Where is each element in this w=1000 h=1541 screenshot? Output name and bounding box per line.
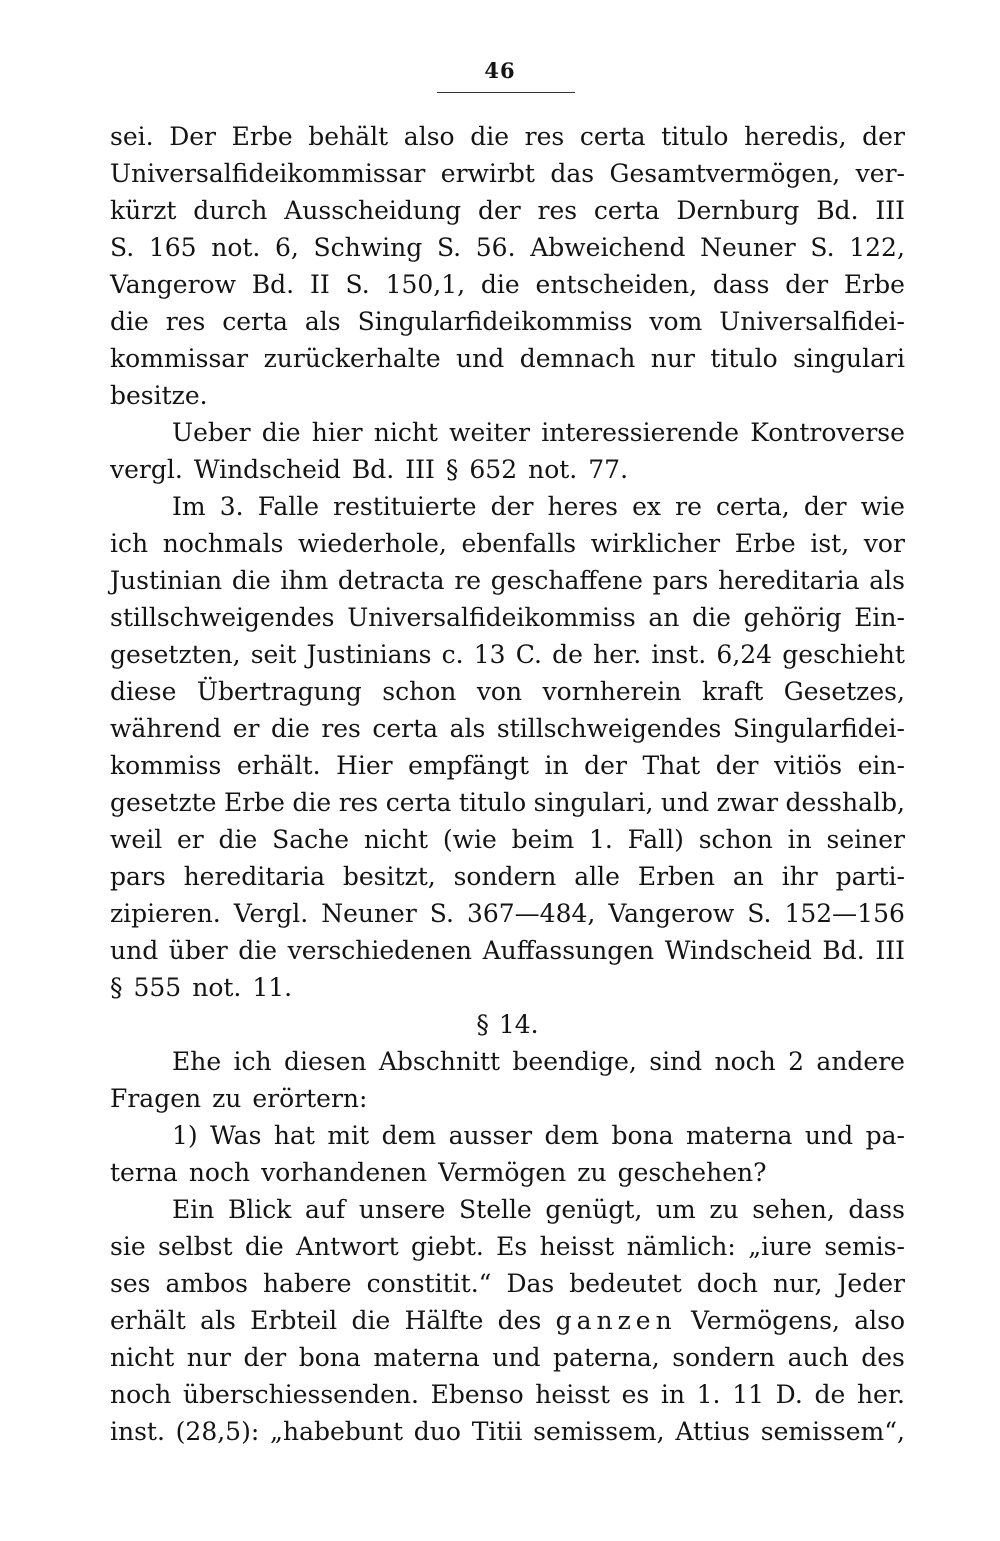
text-line: kommiss erhält. Hier empfängt in der That der vitiös ein- xyxy=(110,751,905,780)
text-line: diese Übertragung schon von vornherein kraft Gesetzes, xyxy=(110,677,905,706)
text-line: terna noch vorhandenen Vermögen zu geschehen? xyxy=(110,1158,767,1187)
text-line: Ehe ich diesen Abschnitt beendige, sind noch 2 andere xyxy=(172,1047,905,1076)
text-line: sie selbst die Antwort giebt. Es heisst nämlich: „iure semis- xyxy=(110,1232,905,1261)
text-line: nicht nur der bona materna und paterna, sondern auch des xyxy=(110,1343,905,1372)
text-line: inst. (28,5): „habebunt duo Titii semissem, Attius semissem“, xyxy=(110,1417,905,1446)
text-line: Universalfideikommissar erwirbt das Gesamtvermögen, ver- xyxy=(110,159,905,188)
header-rule xyxy=(437,92,575,93)
text-line: sei. Der Erbe behält also die res certa titulo heredis, der xyxy=(110,122,905,151)
text-line: kürzt durch Ausscheidung der res certa Dernburg Bd. III xyxy=(110,196,905,225)
text-line: § 14. xyxy=(476,1010,539,1039)
text-line: stillschweigendes Universalfideikommiss an die gehörig Ein- xyxy=(110,603,905,632)
text-line: ses ambos habere constitit.“ Das bedeutet doch nur, Jeder xyxy=(110,1269,905,1298)
text-line: § 555 not. 11. xyxy=(110,973,293,1002)
text-line: kommissar zurückerhalte und demnach nur titulo singulari xyxy=(110,344,905,373)
text-line: weil er die Sache nicht (wie beim 1. Fall) schon in seiner xyxy=(110,825,905,854)
text-line: während er die res certa als stillschweigendes Singularfidei- xyxy=(110,714,905,743)
text-line: erhält als Erbteil die Hälfte des ganzen Vermögens, also xyxy=(110,1306,905,1335)
text-line: zipieren. Vergl. Neuner S. 367—484, Vangerow S. 152—156 xyxy=(110,899,905,928)
text-line: Ueber die hier nicht weiter interessierende Kontroverse xyxy=(172,418,905,447)
text-line: Vangerow Bd. II S. 150,1, die entscheiden, dass der Erbe xyxy=(110,270,905,299)
text-line: Justinian die ihm detracta re geschaffene pars hereditaria als xyxy=(110,566,905,595)
text-line: noch überschiessenden. Ebenso heisst es in 1. 11 D. de her. xyxy=(110,1380,905,1409)
text-line: Ein Blick auf unsere Stelle genügt, um zu sehen, dass xyxy=(172,1195,905,1224)
text-line: S. 165 not. 6, Schwing S. 56. Abweichend Neuner S. 122, xyxy=(110,233,905,262)
text-line: ich nochmals wiederhole, ebenfalls wirklicher Erbe ist, vor xyxy=(110,529,905,558)
text-line: besitze. xyxy=(110,381,208,410)
text-line: die res certa als Singularfideikommiss vom Universalfidei- xyxy=(110,307,905,336)
text-line: 1) Was hat mit dem ausser dem bona materna und pa- xyxy=(172,1121,905,1150)
text-line: vergl. Windscheid Bd. III § 652 not. 77. xyxy=(110,455,629,484)
text-line: gesetzte Erbe die res certa titulo singulari, und zwar desshalb, xyxy=(110,788,905,817)
text-line: Fragen zu erörtern: xyxy=(110,1084,368,1113)
page-number: 46 xyxy=(484,58,516,83)
text-line: gesetzten, seit Justinians c. 13 C. de her. inst. 6,24 geschieht xyxy=(110,640,905,669)
text-line: pars hereditaria besitzt, sondern alle Erben an ihr parti- xyxy=(110,862,905,891)
text-line: und über die verschiedenen Auffassungen Windscheid Bd. III xyxy=(110,936,905,965)
text-line: Im 3. Falle restituierte der heres ex re certa, der wie xyxy=(172,492,905,521)
body-text xyxy=(110,118,905,1450)
